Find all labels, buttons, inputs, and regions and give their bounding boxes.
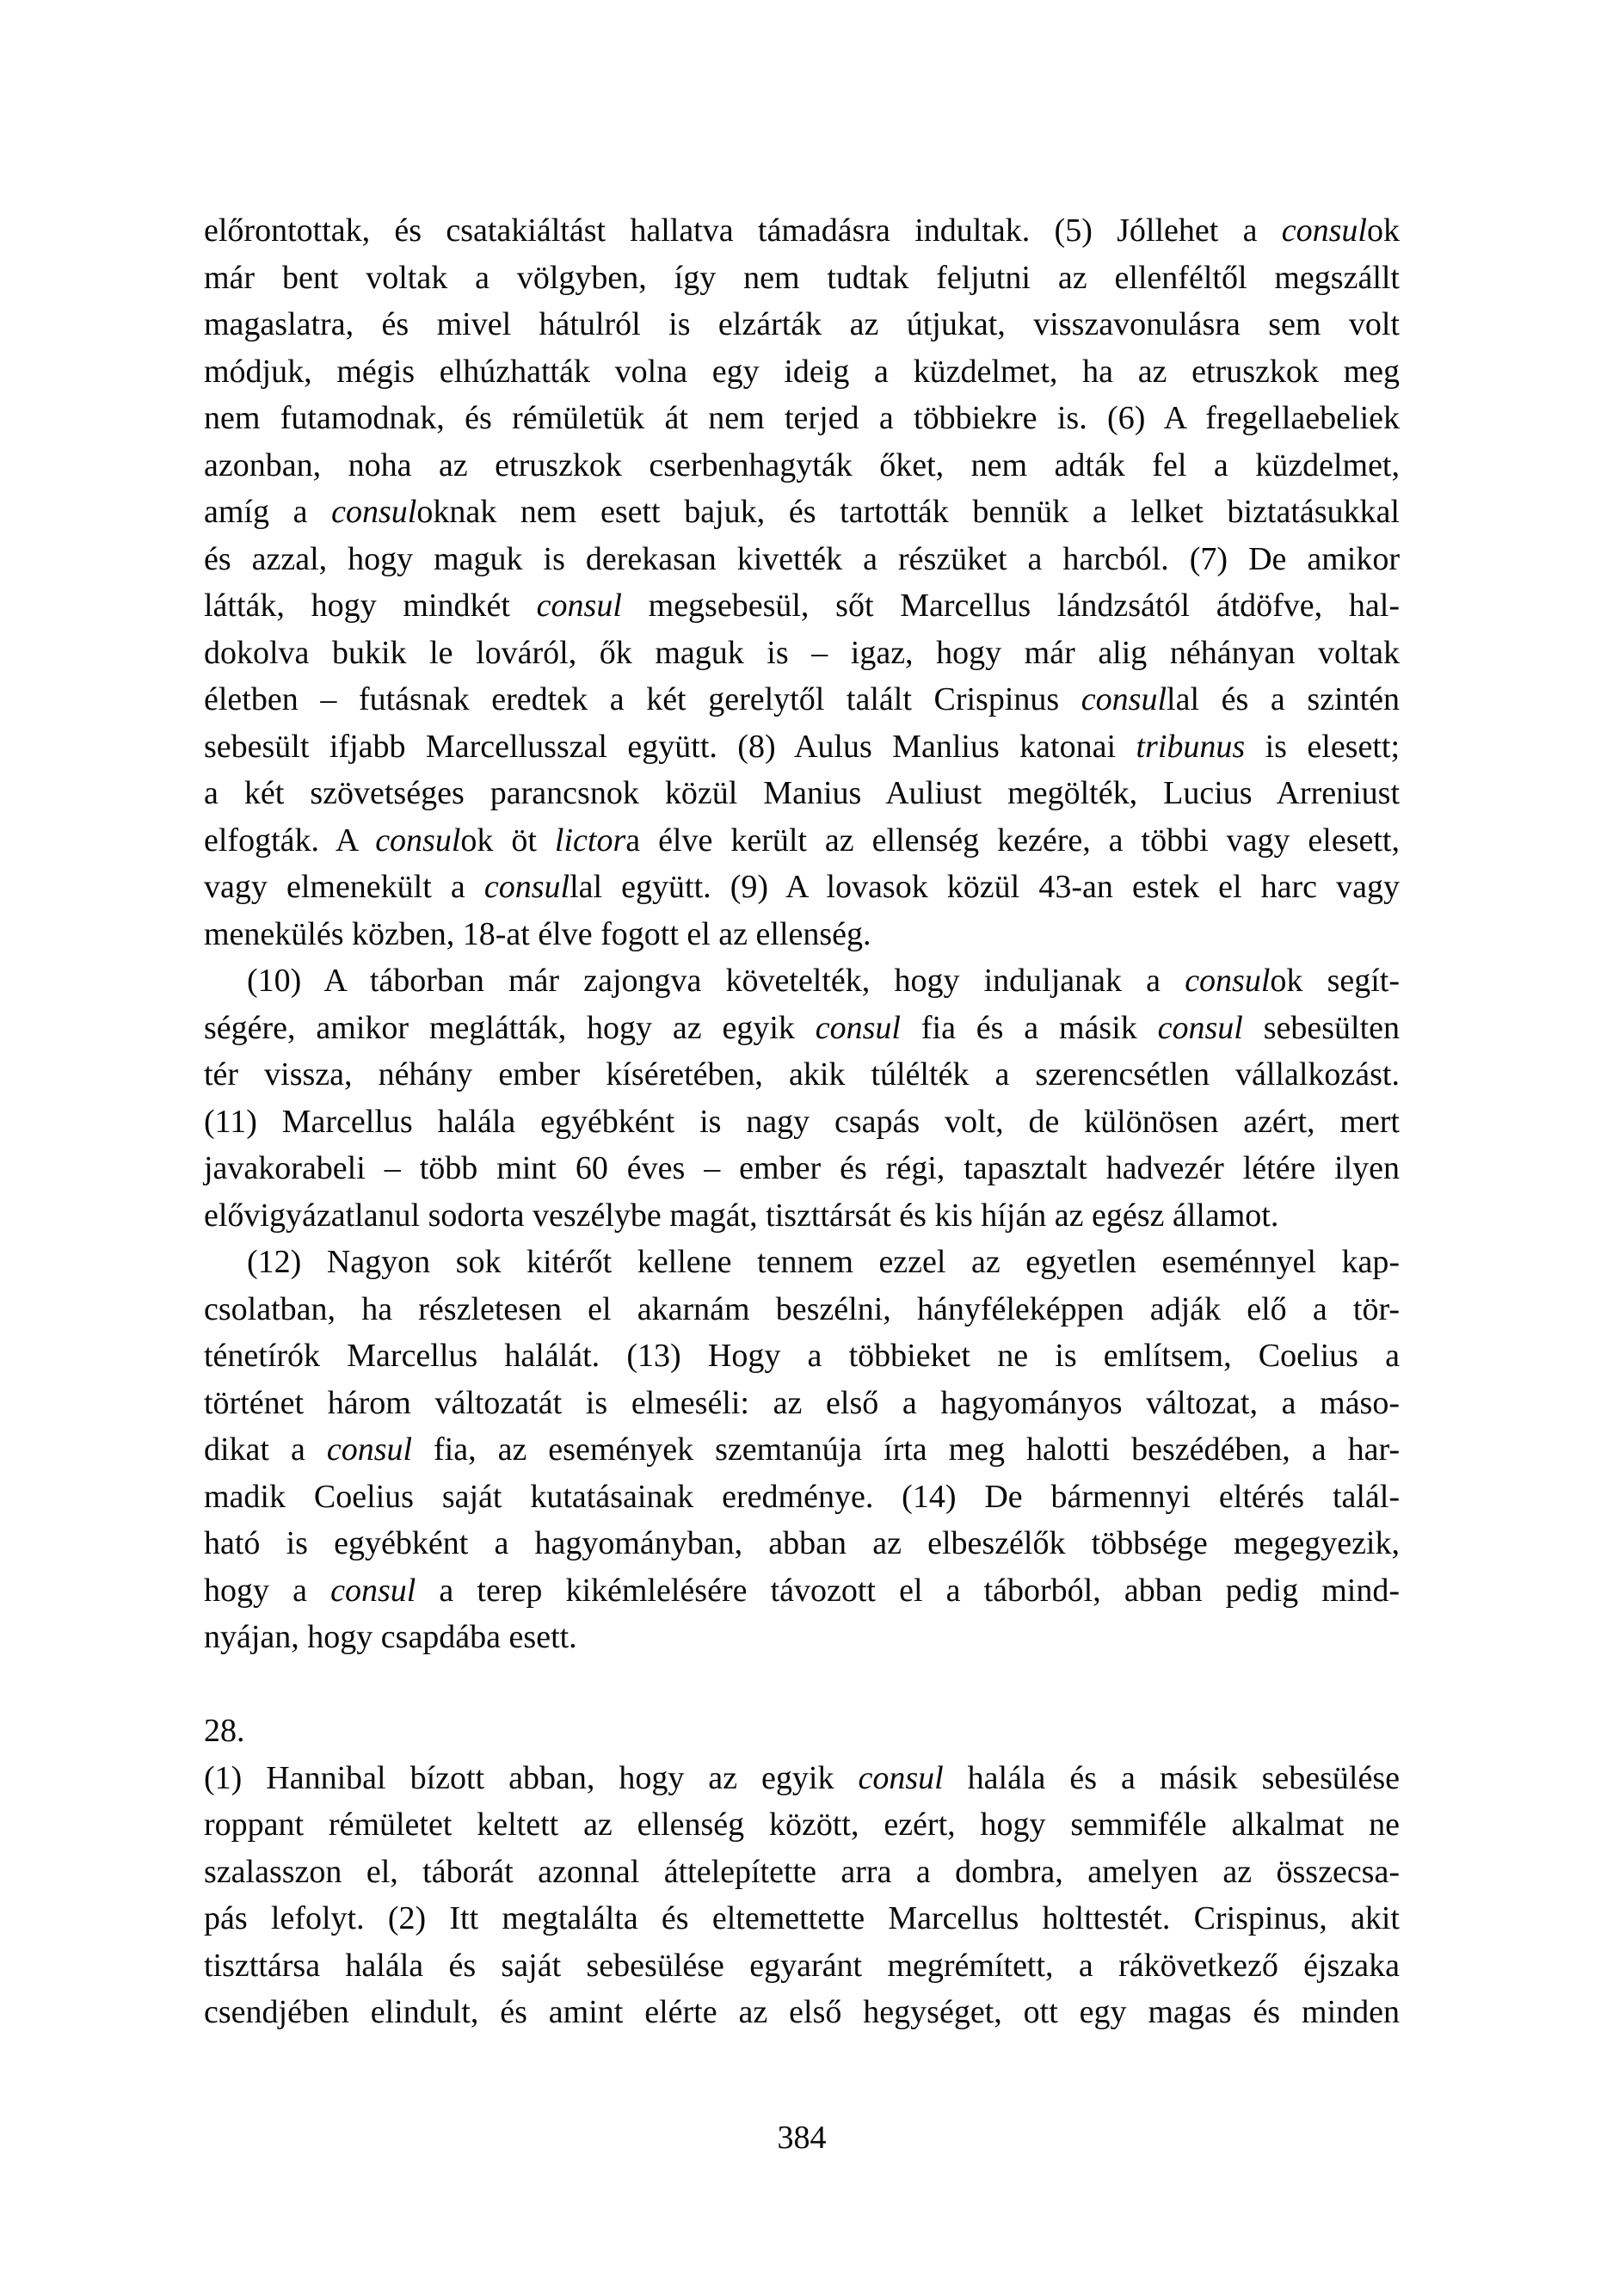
text-line — [204, 1286, 1400, 1333]
latin-term: consul — [815, 1009, 901, 1046]
text-run: fia, az események szemtanúja írta meg halotti beszédében, a har- — [412, 1431, 1400, 1468]
text-line — [204, 1474, 1400, 1521]
text-line — [204, 255, 1400, 302]
text-run: a terep kikémlelésére távozott el a táborból, abban pedig mind- — [416, 1572, 1400, 1609]
text-line — [204, 1333, 1400, 1380]
text-run: tiszttársa halála és saját sebesülése egyaránt megrémített, a rákövetkező éjszaka — [204, 1947, 1400, 1984]
latin-term: lictor — [554, 822, 626, 859]
text-line — [204, 442, 1400, 489]
text-line — [204, 723, 1400, 771]
text-run: ható is egyébként a hagyományban, abban az elbeszélők többsége megegyezik, — [204, 1525, 1400, 1561]
text-line — [204, 489, 1400, 536]
latin-term: consul — [536, 588, 622, 624]
paragraph — [204, 957, 1400, 1239]
text-run: és azzal, hogy maguk is derekasan kivették a részüket a harcból. (7) De amikor — [204, 540, 1400, 577]
text-run: sebesülten — [1242, 1009, 1401, 1046]
text-run: nyájan, hogy csapdába esett. — [204, 1619, 577, 1655]
text-line — [204, 348, 1400, 396]
text-run: tér vissza, néhány ember kíséretében, akik túlélték a szerencsétlen vállalkozást. — [204, 1056, 1400, 1093]
text-run: nem futamodnak, és rémületük át nem terjed a többiekre is. (6) A fregellaebeliek — [204, 400, 1400, 436]
text-run: (12) Nagyon sok kitérőt kellene tennem ezzel az egyetlen eseménnyel kap- — [247, 1244, 1400, 1280]
text-line — [204, 911, 1400, 958]
text-run: (11) Marcellus halála egyébként is nagy csapás volt, de különösen azért, mert — [204, 1103, 1400, 1140]
latin-term: consul — [1281, 212, 1367, 249]
text-line — [204, 1567, 1400, 1615]
text-line — [204, 1614, 1400, 1661]
text-run: halála és a másik sebesülése — [943, 1759, 1401, 1796]
text-line — [204, 1005, 1400, 1052]
text-run: vagy elmenekült a — [204, 869, 484, 905]
text-line — [204, 957, 1400, 1005]
text-run: módjuk, mégis elhúzhatták volna egy ideig a küzdelmet, ha az etruszkok meg — [204, 353, 1400, 390]
latin-term: consul — [483, 869, 570, 905]
paragraph — [204, 1239, 1400, 1661]
text-run: ségére, amikor meglátták, hogy az egyik — [204, 1009, 816, 1046]
text-line — [204, 1380, 1400, 1427]
text-run: szalasszon el, táborát azonnal áttelepítette arra a dombra, amelyen az összecsa- — [204, 1853, 1400, 1890]
text-run: javakorabeli – több mint 60 éves – ember és régi, tapasztalt hadvezér létére ilyen — [204, 1150, 1400, 1186]
text-run: pás lefolyt. (2) Itt megtalálta és eltemettette Marcellus holttestét. Crispinus, akit — [204, 1900, 1400, 1936]
latin-term: consul — [331, 494, 417, 530]
section-heading — [204, 1708, 1400, 1755]
latin-term: consul — [375, 822, 461, 859]
text-run: menekülés közben, 18-at élve fogott el az ellenség. — [204, 915, 871, 952]
text-run: csendjében elindult, és amint elérte az első hegységet, ott egy magas és minden — [204, 1994, 1400, 2030]
text-line — [204, 1099, 1400, 1146]
text-run: történet három változatát is elmeséli: az első a hagyományos változat, a máso- — [204, 1384, 1400, 1421]
text-run: roppant rémületet keltett az ellenség között, ezért, hogy semmiféle alkalmat ne — [204, 1807, 1400, 1843]
latin-term: consul — [330, 1572, 416, 1609]
text-line — [204, 1426, 1400, 1474]
text-line — [204, 395, 1400, 442]
text-line — [204, 630, 1400, 677]
page-number: 384 — [777, 2120, 827, 2156]
text-run: amíg a — [204, 494, 332, 530]
text-run: már bent voltak a völgyben, így nem tudtak feljutni az ellenféltől megszállt — [204, 259, 1400, 296]
text-run: ok segít- — [1270, 963, 1400, 999]
text-line — [204, 1895, 1400, 1942]
paragraph-spacer — [204, 1661, 1400, 1708]
latin-term: consul — [326, 1431, 413, 1468]
latin-term: consul — [1157, 1009, 1243, 1046]
text-run: azonban, noha az etruszkok cserbenhagyták őket, nem adták fel a küzdelmet, — [204, 446, 1400, 483]
text-line — [204, 1239, 1400, 1286]
text-run: 28. — [204, 1713, 245, 1749]
text-run: dikat a — [204, 1431, 327, 1468]
text-run: elővigyázatlanul sodorta veszélybe magát, tiszttársát és kis híján az egész államot. — [204, 1197, 1279, 1234]
text-run: madik Coelius saját kutatásainak eredménye. (14) De bármennyi eltérés talál- — [204, 1478, 1400, 1515]
text-line — [204, 536, 1400, 583]
text-line — [204, 582, 1400, 630]
paragraph — [204, 207, 1400, 957]
text-run: lal együtt. (9) A lovasok közül 43-an estek el harc vagy — [570, 869, 1400, 905]
text-run: a élve került az ellenség kezére, a többi vagy elesett, — [625, 822, 1400, 859]
text-line — [204, 817, 1400, 865]
text-line — [204, 301, 1400, 348]
text-line — [204, 1989, 1400, 2036]
text-run: is elesett; — [1245, 728, 1401, 765]
text-line — [204, 1942, 1400, 1990]
text-line — [204, 1801, 1400, 1849]
text-line — [204, 1755, 1400, 1802]
text-run: hogy a — [204, 1572, 331, 1609]
latin-term: consul — [1081, 681, 1167, 717]
text-line — [204, 1849, 1400, 1896]
text-line — [204, 864, 1400, 911]
text-run: csolatban, ha részletesen el akarnám beszélni, hányféleképpen adják elő a tör- — [204, 1290, 1400, 1327]
paragraph — [204, 1755, 1400, 2036]
text-run: dokolva bukik le lováról, ők maguk is – igaz, hogy már alig néhányan voltak — [204, 634, 1400, 671]
text-run: magaslatra, és mivel hátulról is elzárták az útjukat, visszavonulásra sem volt — [204, 306, 1400, 342]
text-run: lal és a szintén — [1167, 681, 1400, 717]
latin-term: consul — [1185, 963, 1271, 999]
text-run: (1) Hannibal bízott abban, hogy az egyik — [204, 1759, 859, 1796]
text-run: látták, hogy mindkét — [204, 588, 537, 624]
text-run: (10) A táborban már zajongva követelték, hogy induljanak a — [247, 963, 1185, 999]
text-run: életben – futásnak eredtek a két gerelytől talált Crispinus — [204, 681, 1081, 717]
text-line — [204, 676, 1400, 723]
text-line — [204, 1708, 1400, 1755]
latin-term: consul — [858, 1759, 944, 1796]
text-run: a két szövetséges parancsnok közül Manius Auliust megölték, Lucius Arreniust — [204, 775, 1400, 811]
text-run: megsebesül, sőt Marcellus lándzsától átdöfve, hal- — [621, 588, 1400, 624]
text-line — [204, 207, 1400, 255]
text-run: fia és a másik — [901, 1009, 1158, 1046]
body-text — [204, 207, 1400, 2036]
text-run: előrontottak, és csatakiáltást hallatva támadásra indultak. (5) Jóllehet a — [204, 212, 1282, 249]
text-run: oknak nem esett bajuk, és tartották bennük a lelket biztatásukkal — [416, 494, 1400, 530]
text-run: ténetírók Marcellus halálát. (13) Hogy a többieket ne is említsem, Coelius a — [204, 1338, 1400, 1374]
text-line — [204, 770, 1400, 817]
text-run: ok — [1367, 212, 1400, 249]
text-line — [204, 1520, 1400, 1567]
text-line — [204, 1192, 1400, 1240]
text-run: elfogták. A — [204, 822, 376, 859]
text-line — [204, 1051, 1400, 1099]
latin-term: tribunus — [1136, 728, 1246, 765]
text-line — [204, 1145, 1400, 1192]
text-run: ok öt — [460, 822, 555, 859]
text-run: sebesült ifjabb Marcellusszal együtt. (8) Aulus Manlius katonai — [204, 728, 1136, 765]
